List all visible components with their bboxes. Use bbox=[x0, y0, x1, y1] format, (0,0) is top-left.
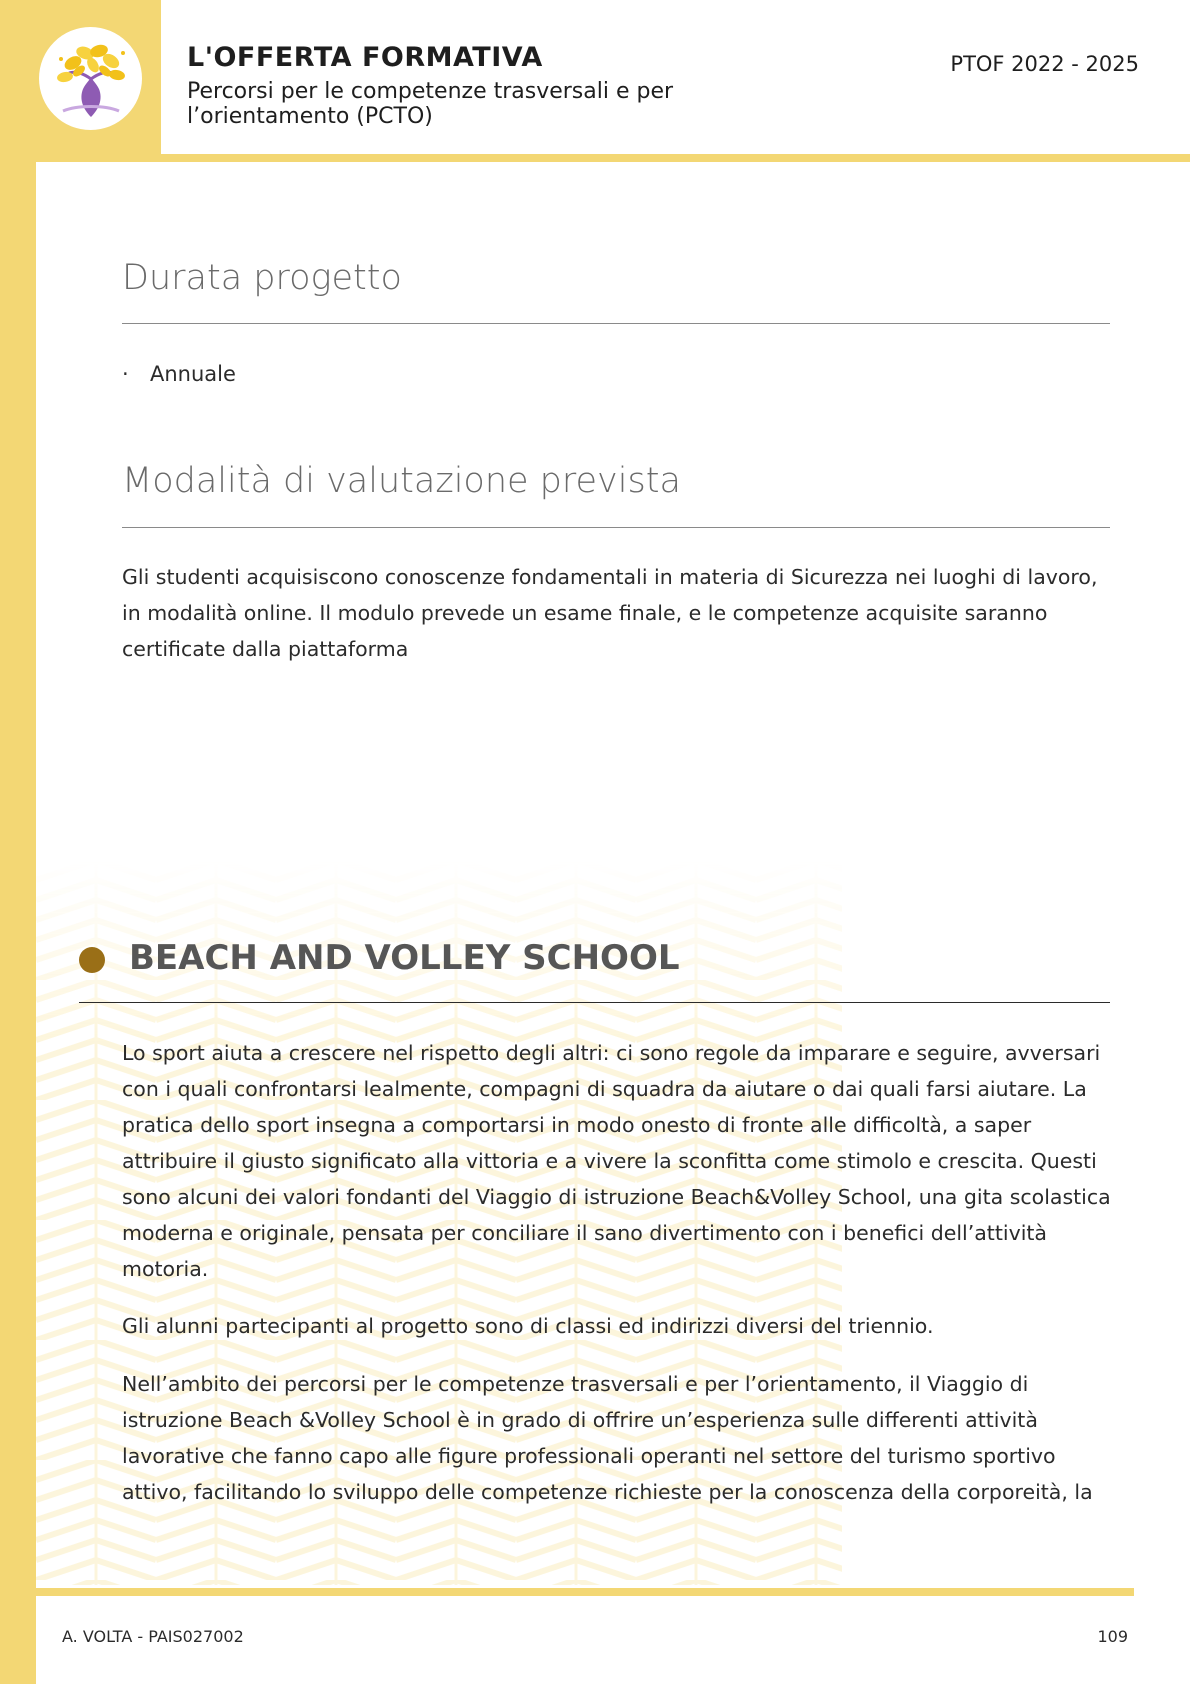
beach-paragraph-1: Lo sport aiuta a crescere nel rispetto degli altri: ci sono regole da imparare e seguire, avversari con i quali confrontarsi lealmente, compagni di squadra da aiutare o dai quali farsi aiutare. La pratica dello sport insegna a comportarsi in modo onesto di fronte alle difficoltà, a saper attribuire il giusto significato alla vittoria e a vivere la sconfitta come stimolo e crescita. Questi sono alcuni dei valori fondanti del Viaggio di istruzione Beach&Volley School, una gita scolastica moderna e originale, pensata per conciliare il sano divertimento con i benefici dell’attività motoria. bbox=[122, 1041, 1111, 1281]
beach-paragraph-3: Nell’ambito dei percorsi per le competenze trasversali e per l’orientamento, il Viaggio di istruzione Beach &Volley School è in grado di offrire un’esperienza sulle differenti attività lavorative che fanno capo alle figure professionali operanti nel settore del turismo sportivo attivo, facilitando lo sviluppo delle competenze richieste per la conoscenza della corporeità, la bbox=[122, 1372, 1093, 1504]
page-subtitle: Percorsi per le competenze trasversali e per l’orientamento (PCTO) bbox=[187, 79, 674, 129]
durata-value: Annuale bbox=[150, 362, 236, 386]
valutazione-text: Gli studenti acquisiscono conoscenze fondamentali in materia di Sicurezza nei luoghi di lavoro, in modalità online. Il modulo prevede un esame finale, e le competenze acquisite saranno certificate dalla piattaforma bbox=[122, 565, 1098, 661]
page-number: 109 bbox=[1097, 1627, 1128, 1646]
ptof-period: PTOF 2022 - 2025 bbox=[950, 52, 1139, 76]
valutazione-rule bbox=[122, 527, 1110, 528]
durata-rule bbox=[122, 323, 1110, 324]
footer-school: A. VOLTA - PAIS027002 bbox=[62, 1627, 244, 1646]
header-divider bbox=[36, 154, 1190, 162]
footer-divider bbox=[36, 1588, 1134, 1596]
valutazione-heading: Modalità di valutazione prevista bbox=[122, 461, 681, 501]
tree-logo-icon bbox=[53, 39, 129, 119]
beach-paragraph-2: Gli alunni partecipanti al progetto sono di classi ed indirizzi diversi del triennio. bbox=[122, 1314, 934, 1338]
school-logo bbox=[39, 27, 142, 130]
page-title: L'OFFERTA FORMATIVA bbox=[187, 42, 543, 73]
bullet-dot: · bbox=[122, 362, 129, 386]
durata-bullet-item bbox=[122, 362, 236, 386]
durata-heading: Durata progetto bbox=[122, 258, 402, 298]
beach-heading: BEACH AND VOLLEY SCHOOL bbox=[129, 938, 680, 978]
left-accent-band bbox=[0, 0, 36, 1684]
beach-rule bbox=[79, 1002, 1110, 1003]
section-bullet-dot bbox=[79, 947, 105, 973]
